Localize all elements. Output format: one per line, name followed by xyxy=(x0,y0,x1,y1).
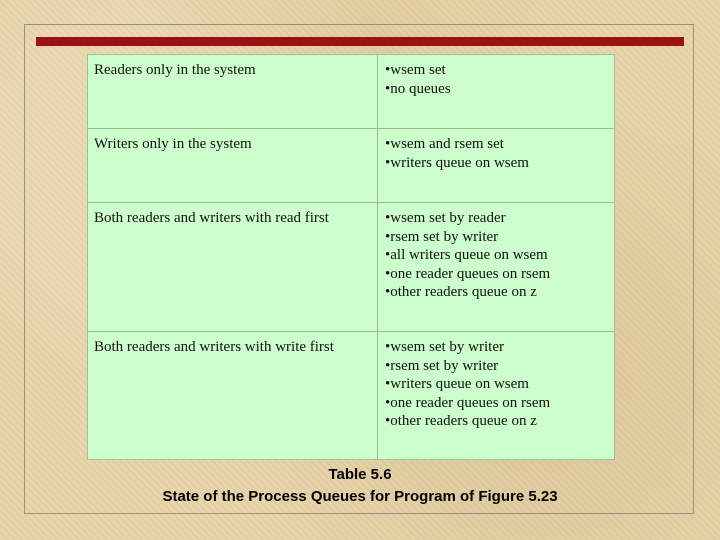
list-item: •other readers queue on z xyxy=(385,413,537,429)
list-item: •wsem and rsem set xyxy=(385,136,504,152)
row-label: Both readers and writers with write first xyxy=(94,339,334,355)
process-queue-table xyxy=(87,54,615,460)
list-item: •wsem set xyxy=(385,62,446,78)
row-state-list xyxy=(385,61,451,98)
title-accent-bar xyxy=(36,37,684,46)
list-item: •rsem set by writer xyxy=(385,228,499,245)
list-item: •no queues xyxy=(385,80,451,97)
row-label: Writers only in the system xyxy=(94,136,252,152)
row-state-list xyxy=(385,209,550,302)
list-item: •all writers queue on wsem xyxy=(385,247,548,263)
row-label: Readers only in the system xyxy=(94,62,256,78)
row-state-list xyxy=(385,338,550,431)
list-item: •other readers queue on z xyxy=(385,284,537,300)
table-row xyxy=(88,203,614,332)
table-row xyxy=(88,332,614,459)
list-item: •wsem set by writer xyxy=(385,339,504,355)
row-state-list xyxy=(385,135,529,172)
list-item: •one reader queues on rsem xyxy=(385,265,551,282)
table-row xyxy=(88,55,614,129)
table-row xyxy=(88,129,614,203)
row-label: Both readers and writers with read first xyxy=(94,210,329,226)
list-item: •writers queue on wsem xyxy=(385,376,529,392)
list-item: •one reader queues on rsem xyxy=(385,394,551,411)
list-item: •writers queue on wsem xyxy=(385,154,529,171)
list-item: •rsem set by writer xyxy=(385,357,499,374)
table-caption-title: Table 5.6 xyxy=(328,466,392,483)
table-caption-description: State of the Process Queues for Program of Figure 5.23 xyxy=(162,488,558,505)
list-item: •wsem set by reader xyxy=(385,210,506,226)
